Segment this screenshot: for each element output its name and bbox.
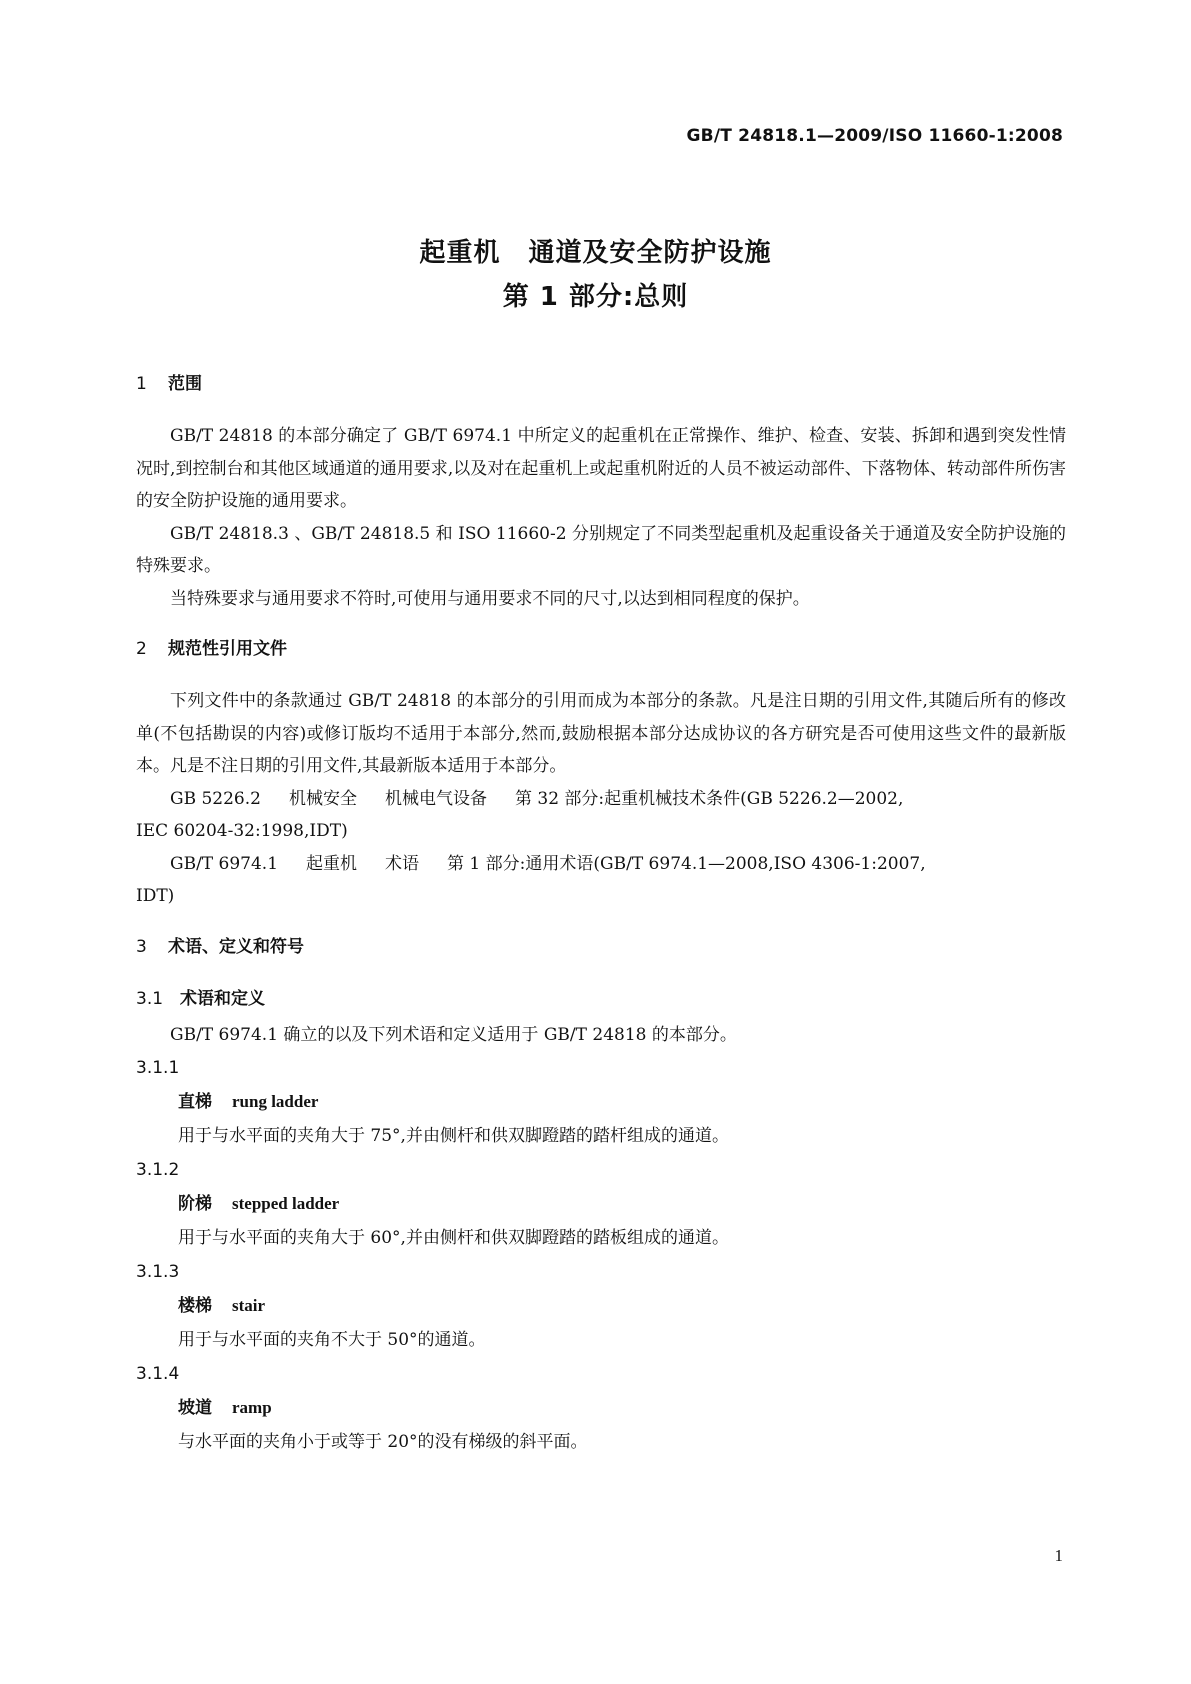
section-number: 1 <box>136 374 147 394</box>
term-english: rung ladder <box>232 1092 319 1111</box>
title-part1: 起重机 <box>419 238 501 268</box>
section-number: 3 <box>136 936 147 957</box>
document-title-line1 <box>0 232 1191 269</box>
references-intro: 下列文件中的条款通过 GB/T 24818 的本部分的引用而成为本部分的条款。凡是注日期的引用文件,其随后所有的修改单(不包括勘误的内容)或修订版均不适用于本部分,然而,鼓励根据本部分达成协议的各方研究是否可使用这些文件的最新版本。凡是不注日期的引用文件,其最新版本适用于本部分。 <box>136 691 1066 776</box>
reference-title-c: 第 32 部分:起重机械技术条件(GB 5226.2—2002, <box>514 788 904 809</box>
scope-paragraph-1: GB/T 24818 的本部分确定了 GB/T 6974.1 中所定义的起重机在正常操作、维护、检查、安装、拆卸和遇到突发性情况时,到控制台和其他区域通道的通用要求,以及对在起重机上或起重机附近的人员不被运动部件、下落物体、转动部件所伤害的安全防护设施的通用要求。 <box>136 426 1066 511</box>
reference-item <box>136 848 1066 881</box>
section-title: 范围 <box>168 374 202 394</box>
term-definition: 用于与水平面的夹角大于 75°,并由侧杆和供双脚蹬踏的踏杆组成的通道。 <box>178 1126 729 1146</box>
document-body <box>136 370 1066 1459</box>
term-entry <box>136 1289 1066 1323</box>
reference-code: GB 5226.2 <box>170 788 261 809</box>
reference-title-a: 机械安全 <box>288 788 357 809</box>
section-title: 术语、定义和符号 <box>168 936 304 957</box>
term-chinese: 直梯 <box>178 1092 212 1112</box>
term-entry <box>136 1391 1066 1425</box>
page-number: 1 <box>1054 1546 1063 1565</box>
terms-intro: GB/T 6974.1 确立的以及下列术语和定义适用于 GB/T 24818 的本部分。 <box>170 1024 737 1045</box>
clause-number: 3.1.4 <box>136 1364 180 1384</box>
term-chinese: 坡道 <box>178 1398 212 1418</box>
term-english: stair <box>232 1296 266 1315</box>
document-title-line2: 第 1 部分:总则 <box>502 282 689 312</box>
scope-paragraph-2: GB/T 24818.3 、GB/T 24818.5 和 ISO 11660-2 分别规定了不同类型起重机及起重设备关于通道及安全防护设施的特殊要求。 <box>136 523 1066 576</box>
clause-number: 3.1.2 <box>136 1160 180 1180</box>
title-part2: 通道及安全防护设施 <box>528 238 772 268</box>
clause-number: 3.1.3 <box>136 1262 180 1282</box>
reference-title-b: 术语 <box>385 853 420 874</box>
term-entry <box>136 1085 1066 1119</box>
clause-number: 3.1.1 <box>136 1058 180 1078</box>
section-heading-normative-references <box>136 635 1066 685</box>
term-definition: 用于与水平面的夹角不大于 50°的通道。 <box>178 1330 486 1350</box>
term-english: ramp <box>232 1398 272 1417</box>
term-english: stepped ladder <box>232 1194 340 1213</box>
subsection-number: 3.1 <box>136 988 164 1009</box>
reference-title-b: 机械电气设备 <box>384 788 487 809</box>
term-chinese: 楼梯 <box>178 1296 212 1316</box>
section-number: 2 <box>136 639 147 659</box>
term-definition: 用于与水平面的夹角大于 60°,并由侧杆和供双脚蹬踏的踏板组成的通道。 <box>178 1228 729 1248</box>
section-heading-terms <box>136 933 1066 983</box>
term-chinese: 阶梯 <box>178 1194 212 1214</box>
reference-title-a: 起重机 <box>306 853 358 874</box>
subsection-title: 术语和定义 <box>180 988 265 1009</box>
term-entry <box>136 1187 1066 1221</box>
reference-item <box>136 783 1066 816</box>
section-heading-scope <box>136 370 1066 420</box>
reference-continuation: IEC 60204-32:1998,IDT) <box>136 821 348 841</box>
reference-continuation: IDT) <box>136 886 175 906</box>
standard-code: GB/T 24818.1—2009/ISO 11660-1:2008 <box>686 126 1063 146</box>
reference-code: GB/T 6974.1 <box>170 853 279 874</box>
subsection-heading-terms-definitions <box>136 983 1066 1019</box>
scope-paragraph-3: 当特殊要求与通用要求不符时,可使用与通用要求不同的尺寸,以达到相同程度的保护。 <box>170 588 810 609</box>
section-title: 规范性引用文件 <box>168 639 287 659</box>
term-definition: 与水平面的夹角小于或等于 20°的没有梯级的斜平面。 <box>178 1432 588 1452</box>
reference-title-c: 第 1 部分:通用术语(GB/T 6974.1—2008,ISO 4306-1:2007, <box>447 853 926 874</box>
